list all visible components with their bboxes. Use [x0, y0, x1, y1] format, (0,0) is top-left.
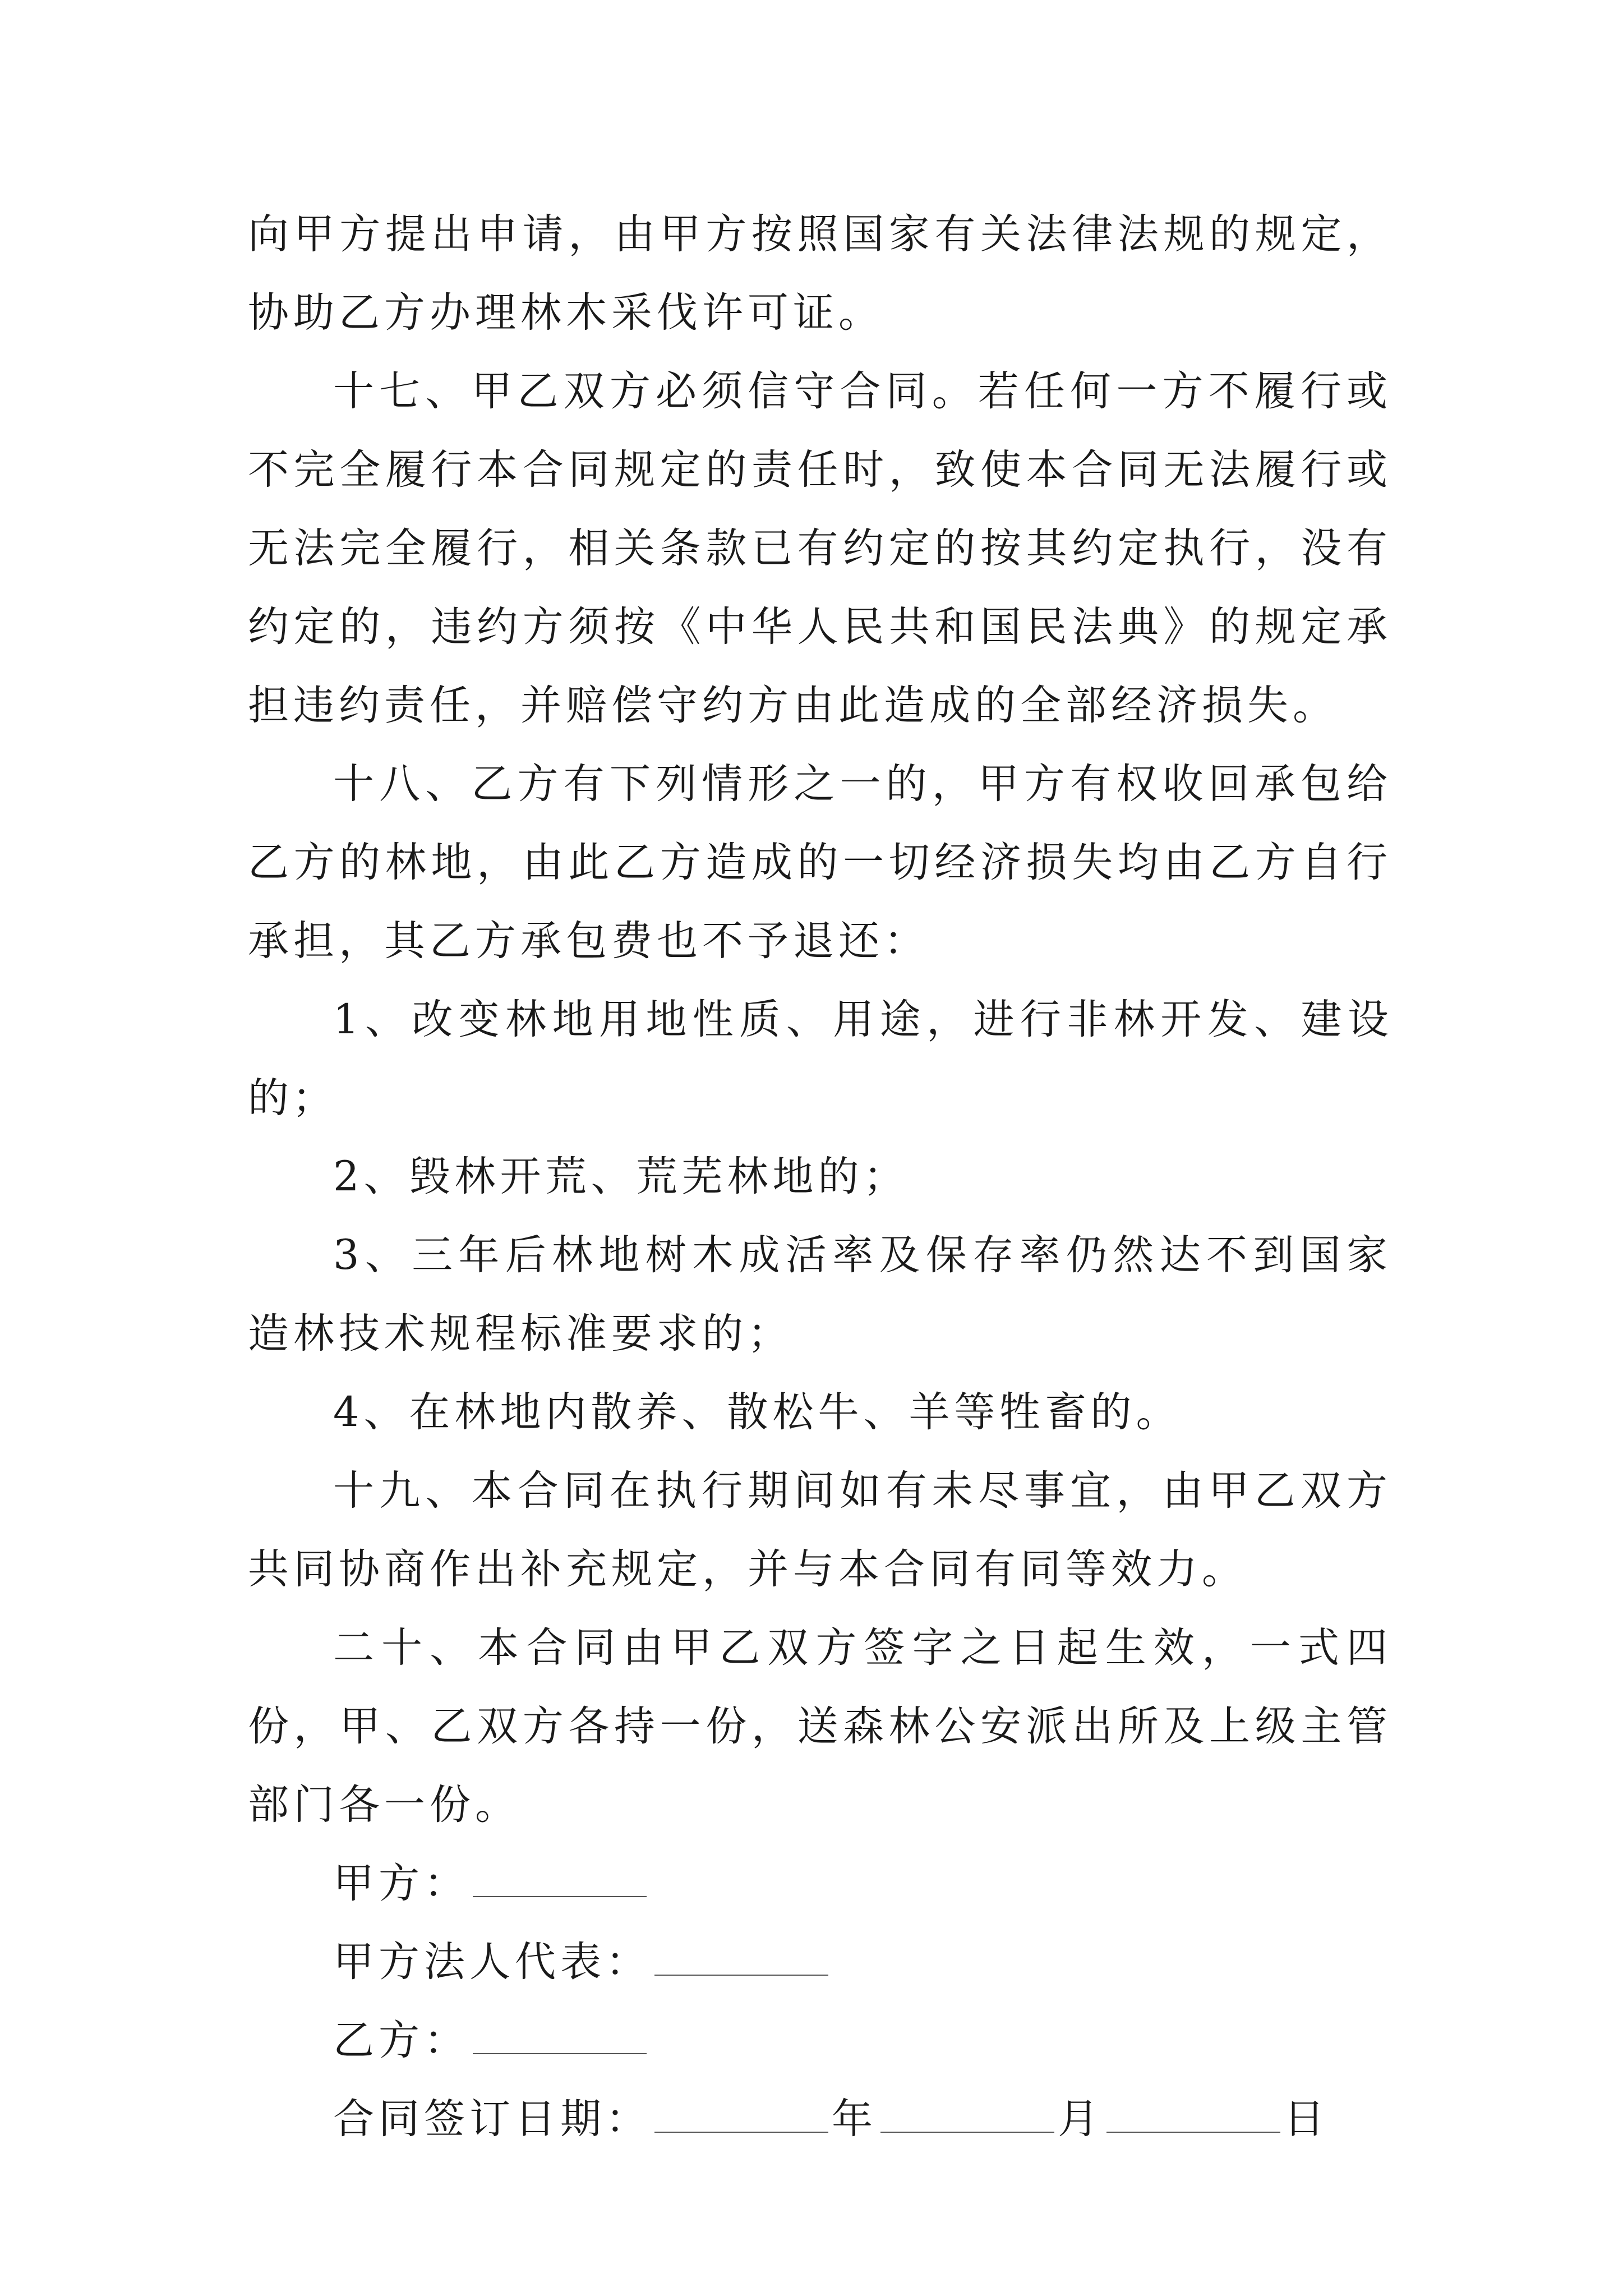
signature-section	[248, 1844, 1392, 2159]
signing-date-label: 合同签订日期：	[333, 2095, 651, 2143]
signing-date-line	[248, 2080, 1392, 2159]
year-blank[interactable]	[654, 2098, 828, 2133]
month-label: 月	[1058, 2095, 1103, 2143]
party-a-rep-signature-line	[248, 1923, 1392, 2001]
day-blank[interactable]	[1106, 2098, 1280, 2133]
paragraph-clause-18: 十八、乙方有下列情形之一的，甲方有权收回承包给乙方的林地，由此乙方造成的一切经济损失均由乙方自行承担，其乙方承包费也不予退还：	[248, 760, 1392, 965]
paragraph-clause-18-item-1: 1、改变林地用地性质、用途，进行非林开发、建设的；	[248, 996, 1392, 1122]
party-a-rep-label: 甲方法人代表：	[333, 1938, 651, 1986]
contract-body	[248, 195, 1392, 2159]
paragraph-clause-18-item-3: 3、三年后林地树木成活率及保存率仍然达不到国家造林技术规程标准要求的；	[248, 1231, 1392, 1358]
paragraph-clause-20: 二十、本合同由甲乙双方签字之日起生效，一式四份，甲、乙双方各持一份，送森林公安派出所及上级主管部门各一份。	[248, 1624, 1392, 1829]
paragraph-clause-17: 十七、甲乙双方必须信守合同。若任何一方不履行或不完全履行本合同规定的责任时，致使本合同无法履行或无法完全履行，相关条款已有约定的按其约定执行，没有约定的，违约方须按《中华人民共和国民法典》的规定承担违约责任，并赔偿守约方由此造成的全部经济损失。	[248, 367, 1392, 729]
party-a-signature-line	[248, 1844, 1392, 1923]
party-a-label: 甲方：	[333, 1860, 469, 1907]
paragraph-clause-18-item-2: 2、毁林开荒、荒芜林地的；	[333, 1153, 909, 1200]
party-b-blank[interactable]	[473, 2019, 647, 2054]
paragraph-clause-18-item-4: 4、在林地内散养、散松牛、羊等牲畜的。	[333, 1388, 1182, 1436]
month-blank[interactable]	[880, 2098, 1054, 2133]
day-label: 日	[1284, 2095, 1329, 2143]
party-b-label: 乙方：	[333, 2017, 469, 2064]
paragraph-clause-19: 十九、本合同在执行期间如有未尽事宜，由甲乙双方共同协商作出补充规定，并与本合同有同等效力。	[248, 1467, 1392, 1593]
party-a-rep-blank[interactable]	[654, 1941, 828, 1976]
party-b-signature-line	[248, 2001, 1392, 2080]
party-a-blank[interactable]	[473, 1862, 647, 1897]
paragraph-continuation: 向甲方提出申请，由甲方按照国家有关法律法规的规定，协助乙方办理林木采伐许可证。	[248, 210, 1392, 337]
year-label: 年	[832, 2095, 877, 2143]
